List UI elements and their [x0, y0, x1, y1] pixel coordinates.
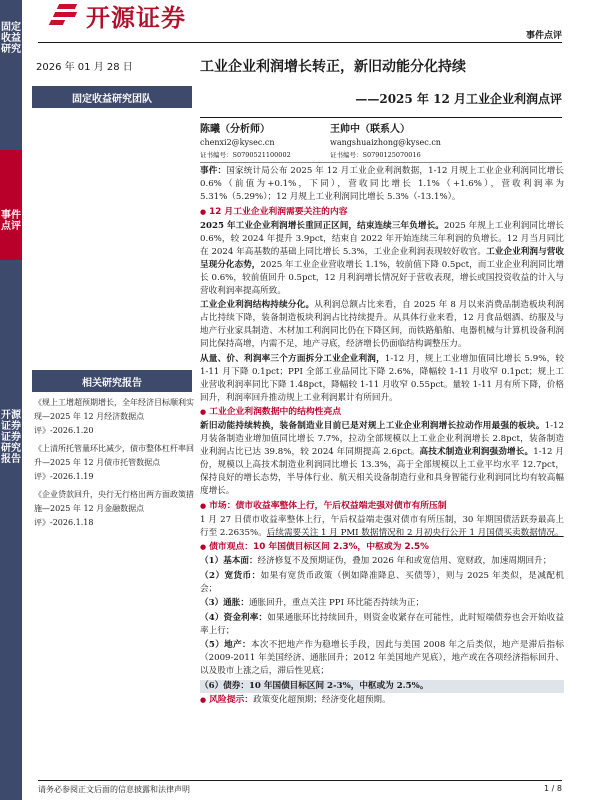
contact-email[interactable]: wangshuaizhong@kysec.cn — [330, 138, 441, 147]
contact-card — [330, 122, 441, 161]
related-report-item[interactable]: 《规上工增超预期增长，全年经济目标顺利实现—2025 年 12 月经济数据点评》-2026.1.20 — [34, 398, 194, 435]
sidebar-top-label: 固定收益研究 — [1, 22, 21, 55]
analyst-cert: 证书编号：S0790521100002 — [200, 151, 291, 159]
paragraph-structure: 工业企业利润结构持续分化。从利润总额占比来看，自 2025 年 8 月以来消费品制造板块利润占比持续下降，装备制造板块利润占比持续提升。从具体行业来看，12 月食品烟酒、纺服及与地产行业家具制造、木材加工利润同比仍在下降区间，而铁路船舶、电器机械与计算机设备利润同比保持高增，内需不足，地产寻底，经济增长仍面临结构调整压力。 — [200, 300, 564, 349]
analyst-name: 陈曦（分析师） — [200, 124, 270, 135]
paragraph-market: 1 月 27 日债市收益率整体上行，午后权益端走强对债市有所压制，30 年期国债活跃券最高上行至 2.2635%。后续需要关注 1 月 PMI 数据情况和 2 月初央行公开 1 月国债买卖数据情况。 — [200, 514, 564, 538]
event-paragraph: 事件：国家统计局公布 2025 年 12 月工业企业利润数据，1-12 月规上工业企业利润同比增长 0.6%（前值为+0.1%，下同），营收同比增长 1.1%（+1.6%），营收利润率为 5.31%（5.29%）；12 月规上工业利润同比增长 5.3%（-13.1%）。 — [200, 166, 564, 202]
view-item: （5）地产：本次不把地产作为稳增长手段，因此与美国 2008 年之后类似，地产是滞后指标（2009-2011 年美国经济、通胀回升；2012 年美国地产见底），地产或在各项经济指标回升、以及股市上涨之后，滞后性见底； — [200, 640, 564, 676]
report-title: 工业企业利润增长转正，新旧动能分化持续 — [200, 59, 466, 75]
paragraph-decomposition: 从量、价、利润率三个方面拆分工业企业利润，1-12 月，规上工业增加值同比增长 5.9%，较 1-11 月下降 0.1pct；PPI 全部工业品同比下降 2.6%，降幅较 1-11 月收窄 0.1pct；规上工业营收利润率同比下降 1.48pct，降幅较 1-11 月收窄 0.55pct。量较 1-11 月有所下降，价格回升，利润率回升推动规上工业利润累计有所回升。 — [200, 353, 564, 403]
page-number: 1 / 8 — [544, 784, 562, 793]
section-heading-highlights: ● 工业企业利润数据中的结构性亮点 — [200, 406, 564, 419]
title-divider — [200, 117, 562, 118]
view-item: （4）资金利率：如果通胀环比持续回升，则资金收紧存在可能性，此时短端债券也会开始收益率上行； — [200, 612, 564, 636]
view-item: （3）通胀：通胀回升，重点关注 PPI 环比能否持续为正； — [200, 598, 425, 608]
contact-cert: 证书编号：S0790125070016 — [330, 151, 421, 159]
related-report-item[interactable]: 《企业贷款回升，央行无行格出两方面政策措施—2025 年 12 月金融数据点评》-2026.1.18 — [34, 490, 194, 527]
report-date: 2026 年 01 月 28 日 — [36, 62, 133, 73]
risk-warning: ● 风险提示：政策变化超预期；经济变化超预期。 — [200, 694, 564, 707]
doc-type-label: 事件点评 — [525, 31, 562, 41]
footer-disclaimer: 请务必参阅正文后面的信息披露和法律声明 — [38, 785, 190, 794]
analyst-divider — [200, 162, 562, 163]
sidebar-bottom-label: 开源证券 证券研究报告 — [1, 410, 21, 465]
section-heading-focus: ● 12 月工业企业利润需要关注的内容 — [200, 206, 564, 219]
analyst-card — [200, 122, 291, 161]
related-reports-list — [34, 396, 194, 534]
sidebar-mid-label: 事件点评 — [1, 210, 21, 232]
analyst-email[interactable]: chenxi2@kysec.cn — [200, 138, 275, 147]
header-divider — [38, 42, 562, 43]
section-heading-market: ● 市场：债市收益率整体上行，午后权益端走强对债市有所压制 — [200, 500, 564, 513]
footer-divider — [38, 780, 562, 781]
related-report-item[interactable]: 《上清所托管量环比减少，债市整体杠杆率回升—2025 年 12 月债市托管数据点评》-2026.1.19 — [34, 444, 194, 481]
left-sidebar — [0, 0, 22, 800]
paragraph-profit-recovery: 2025 年工业企业利润增长重回正区间，结束连续三年负增长。2025 年规上工业利润同比增长 0.6%，较 2024 年提升 3.9pct，结束自 2022 年开始连续三年利润的负增长。12 月当月同比在 2024 年高基数的基础上同比增长 5.3%，工业企业利润表现较好收官。工业企业利润与营收呈现分化态势，2025 年工业企业营收增长 1.1%，较前值下降 0.5pct，而工业企业利润同比增长 0.6%，较前值回升 0.5pct，12 月利润增长情况好于营收表现，增长或国投资收益的计入与营收利润率提高所致。 — [200, 220, 564, 296]
related-reports-heading: 相关研究报告 — [32, 370, 192, 392]
brand-logo — [48, 0, 186, 30]
report-body — [200, 165, 564, 709]
logo-mark-icon — [48, 2, 80, 28]
logo-text: 开源证券 — [86, 3, 186, 32]
section-heading-view: ● 债市观点：10 年国债目标区间 2.3%，中枢或为 2.5% — [200, 541, 564, 554]
contact-name: 王帅中（联系人） — [330, 124, 410, 135]
view-item-conclusion: （6）债券：10 年国债目标区间 2-3%，中枢或为 2.5%。 — [200, 680, 564, 693]
sidebar-highlight — [0, 150, 22, 260]
report-subtitle: ——2025 年 12 月工业企业利润点评 — [355, 92, 562, 106]
view-item: （2）宽货币：如果有宽货币政策（例如降准降息、买债等），则与 2025 年类似，是减配机会； — [200, 570, 564, 594]
paragraph-equipment: 新旧动能持续转换，装备制造业目前已是对规上工业企业利润增长拉动作用最强的板块。1-12 月装备制造业增加值同比增长 7.7%，拉动全部规模以上工业企业利润增长 2.8pct，装备制造业利润占比已达 39.8%，较 2024 年同期提高 2.6pct。高技术制造业利润强劲增长。1-12 月份，规模以上高技术制造业利润同比增长 13.3%，高于全部规模以上工业平均水平 12.7pct，保持良好的增长态势，半导体行业、航天相关设备制造行业和具身智能行业利润同比均有较高幅度增长。 — [200, 421, 564, 496]
research-team-badge: 固定收益研究团队 — [32, 86, 192, 108]
view-item: （1）基本面：经济修复不及预期证伪，叠加 2026 年和或宽信用、宽财政，加速周期回升； — [200, 556, 552, 566]
